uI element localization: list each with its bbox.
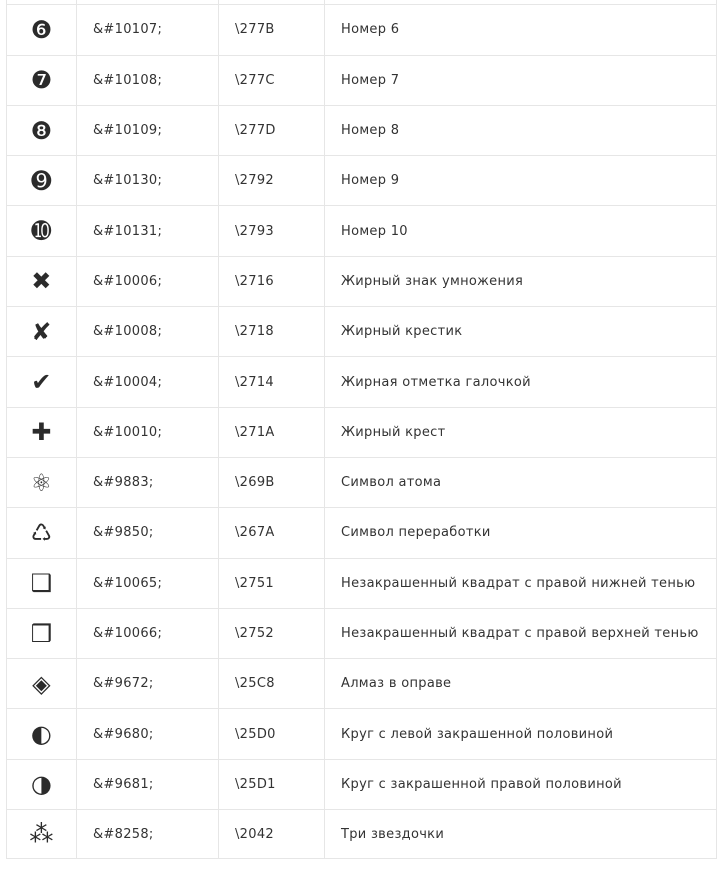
html-entity-cell: &#10010;	[77, 408, 219, 457]
table-row	[7, 256, 716, 306]
table-row	[7, 55, 716, 105]
symbol-glyph: ⚛	[30, 468, 53, 497]
css-code-cell: \2714	[219, 357, 325, 406]
description-cell: Символ переработки	[341, 525, 491, 541]
symbol-glyph: ◑	[30, 770, 53, 799]
table-row	[7, 205, 716, 255]
table-row	[7, 407, 716, 457]
css-code-cell: \25D0	[219, 709, 325, 758]
description-cell: Номер 6	[341, 22, 400, 38]
html-entity-cell: &#10107;	[77, 5, 219, 54]
html-entity-cell: &#10131;	[77, 206, 219, 255]
html-entity-cell: &#9883;	[77, 458, 219, 507]
table-row	[7, 658, 716, 708]
table-row	[7, 0, 716, 4]
symbol-glyph: ➒	[31, 166, 52, 195]
description-cell: Жирная отметка галочкой	[341, 374, 531, 390]
description-cell: Номер 7	[341, 72, 400, 88]
description-cell: Номер 8	[341, 123, 400, 139]
description-cell: Символ атома	[341, 475, 442, 491]
symbol-glyph: ❑	[30, 569, 53, 598]
css-code-cell: \277C	[219, 56, 325, 105]
css-code-cell: \25D1	[219, 760, 325, 809]
description-cell: Три звездочки	[341, 826, 445, 842]
symbol-cell	[7, 357, 77, 406]
description-cell	[325, 0, 716, 4]
symbol-glyph: ⁂	[29, 820, 54, 849]
symbol-cell	[7, 56, 77, 105]
html-entity-cell: &#9681;	[77, 760, 219, 809]
symbol-cell	[7, 709, 77, 758]
css-code-cell: \269B	[219, 458, 325, 507]
symbol-cell	[7, 257, 77, 306]
symbol-cell	[7, 0, 77, 4]
html-entity-cell	[77, 0, 219, 4]
table-row	[7, 708, 716, 758]
html-entity-cell: &#8258;	[77, 810, 219, 858]
css-code-cell: \25C8	[219, 659, 325, 708]
table-row	[7, 759, 716, 809]
css-code-cell: \2042	[219, 810, 325, 858]
css-code-cell: \267A	[219, 508, 325, 557]
symbols-table	[6, 0, 717, 859]
description-cell: Круг с левой закрашенной половиной	[341, 726, 614, 742]
html-entity-cell: &#10065;	[77, 559, 219, 608]
html-entity-cell: &#10004;	[77, 357, 219, 406]
symbol-cell	[7, 659, 77, 708]
symbol-glyph: ♺	[30, 518, 53, 547]
symbol-cell	[7, 206, 77, 255]
table-row	[7, 608, 716, 658]
css-code-cell: \277B	[219, 5, 325, 54]
html-entity-cell: &#10008;	[77, 307, 219, 356]
css-code-cell: \2752	[219, 609, 325, 658]
css-code-cell: \271A	[219, 408, 325, 457]
table-row	[7, 155, 716, 205]
css-code-cell: \2716	[219, 257, 325, 306]
css-code-cell: \2792	[219, 156, 325, 205]
symbol-glyph: ◈	[32, 669, 51, 698]
symbol-cell	[7, 609, 77, 658]
symbol-cell	[7, 559, 77, 608]
html-entity-cell: &#10130;	[77, 156, 219, 205]
table-row	[7, 558, 716, 608]
html-entity-cell: &#10108;	[77, 56, 219, 105]
table-row	[7, 507, 716, 557]
description-cell: Незакрашенный квадрат с правой нижней тенью	[341, 575, 696, 591]
description-cell: Жирный крестик	[341, 324, 463, 340]
html-entity-cell: &#9672;	[77, 659, 219, 708]
table-row	[7, 105, 716, 155]
html-entity-cell: &#9680;	[77, 709, 219, 758]
css-code-cell: \2793	[219, 206, 325, 255]
symbol-cell	[7, 760, 77, 809]
table-row	[7, 809, 716, 859]
html-entity-cell: &#9850;	[77, 508, 219, 557]
symbol-cell	[7, 458, 77, 507]
symbol-glyph: ✘	[31, 317, 52, 346]
symbol-glyph: ✚	[31, 418, 52, 447]
symbol-cell	[7, 810, 77, 858]
description-cell: Круг с закрашенной правой половиной	[341, 776, 622, 792]
symbol-glyph: ❼	[30, 66, 53, 95]
table-row	[7, 356, 716, 406]
symbol-glyph: ✔	[31, 368, 52, 397]
table-row	[7, 457, 716, 507]
symbol-cell	[7, 508, 77, 557]
symbol-cell	[7, 156, 77, 205]
symbol-cell	[7, 307, 77, 356]
symbol-glyph: ❽	[30, 116, 53, 145]
html-entity-cell: &#10109;	[77, 106, 219, 155]
description-cell: Алмаз в оправе	[341, 676, 452, 692]
css-code-cell	[219, 0, 325, 4]
html-entity-cell: &#10006;	[77, 257, 219, 306]
description-cell: Незакрашенный квадрат с правой верхней тенью	[341, 626, 699, 641]
symbol-glyph: ❻	[30, 15, 53, 44]
html-entity-cell: &#10066;	[77, 609, 219, 658]
description-cell: Номер 9	[341, 173, 400, 189]
symbol-glyph: ➓	[31, 217, 52, 246]
symbol-glyph: ✖	[31, 267, 52, 296]
css-code-cell: \277D	[219, 106, 325, 155]
table-row	[7, 306, 716, 356]
description-cell: Жирный знак умножения	[341, 273, 524, 289]
description-cell: Номер 10	[341, 223, 408, 239]
table-row	[7, 4, 716, 54]
symbol-glyph: ❒	[30, 619, 53, 648]
css-code-cell: \2718	[219, 307, 325, 356]
symbol-glyph: ◐	[30, 720, 53, 749]
symbol-cell	[7, 408, 77, 457]
symbol-cell	[7, 5, 77, 54]
description-cell: Жирный крест	[341, 424, 446, 440]
symbol-cell	[7, 106, 77, 155]
css-code-cell: \2751	[219, 559, 325, 608]
